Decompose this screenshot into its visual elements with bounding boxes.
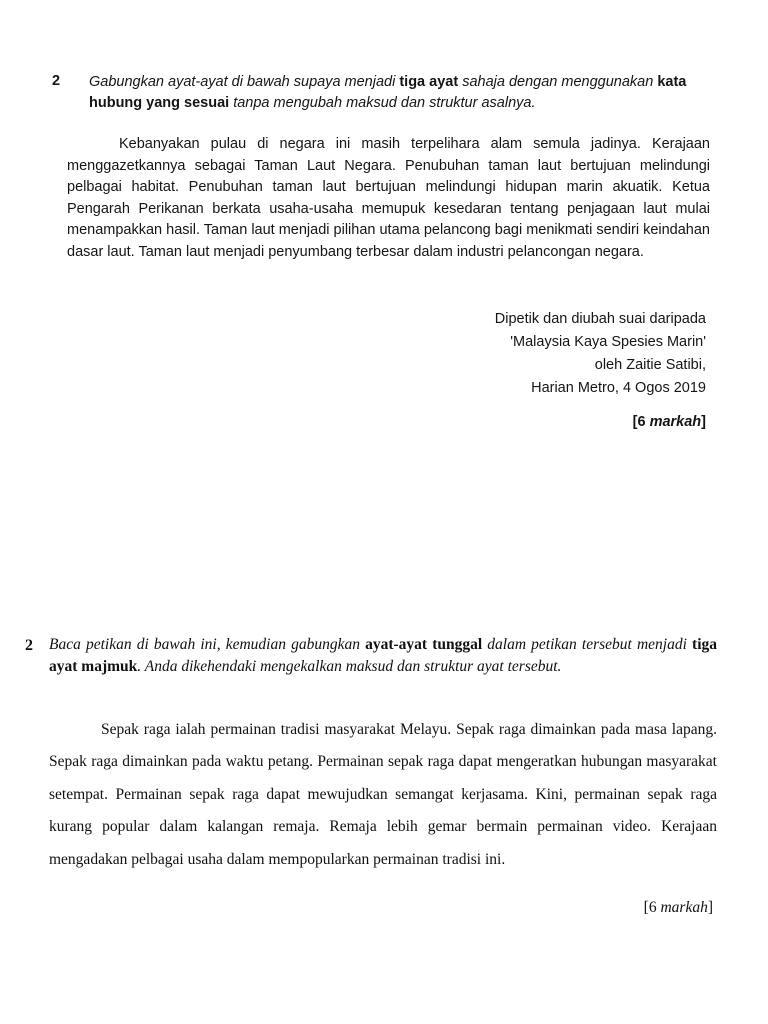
question-1-instruction <box>89 72 729 114</box>
instruction-text: . Anda dikehendaki mengekalkan maksud dan struktur ayat tersebut. <box>137 658 562 675</box>
instruction-text: Gabungkan ayat-ayat di bawah supaya menjadi <box>89 74 400 90</box>
question-2-marks: [6 markah] <box>643 899 713 916</box>
instruction-emphasis: ayat-ayat tunggal <box>365 636 483 653</box>
source-line: Dipetik dan diubah suai daripada <box>494 311 706 327</box>
question-1-marks: [6 markah] <box>632 414 706 430</box>
source-line: oleh Zaitie Satibi, <box>594 357 706 373</box>
source-line: Harian Metro, 4 Ogos 2019 <box>531 380 706 396</box>
question-2-number: 2 <box>25 637 33 654</box>
question-1-passage: Kebanyakan pulau di negara ini masih terpelihara alam semula jadinya. Kerajaan menggazetkannya sebagai Taman Laut Negara. Penubuhan taman laut bertujuan melindungi pelbagai habitat. Penubuhan taman laut bertujuan melindungi hidupan marin akuatik. Ketua Pengarah Perikanan berkata usaha-usaha memupuk kesedaran tentang penjagaan laut mulai menampakkan hasil. Taman laut menjadi pilihan utama pelancong bagi menikmati sendiri keindahan dasar laut. Taman laut menjadi penyumbang terbesar dalam industri pelancongan negara. <box>67 136 710 260</box>
instruction-text: Baca petikan di bawah ini, kemudian gabungkan <box>49 636 366 653</box>
instruction-text: tanpa mengubah maksud dan struktur asalnya. <box>229 95 536 111</box>
question-2-instruction <box>49 634 717 678</box>
question-2-passage: Sepak raga ialah permainan tradisi masyarakat Melayu. Sepak raga dimainkan pada masa lapang. Sepak raga dimainkan pada waktu petang. Permainan sepak raga dapat mengeratkan hubungan masyarakat setempat. Permainan sepak raga dapat mewujudkan semangat kerjasama. Kini, permainan sepak raga kurang popular dalam kalangan remaja. Remaja lebih gemar bermain permainan video. Kerajaan mengadakan pelbagai usaha dalam mempopularkan permainan tradisi ini. <box>49 721 717 868</box>
source-line: 'Malaysia Kaya Spesies Marin' <box>510 334 706 350</box>
instruction-emphasis: tiga ayat majmuk <box>49 636 717 675</box>
instruction-text: sahaja dengan menggunakan <box>458 74 658 90</box>
instruction-emphasis: kata hubung yang sesuai <box>89 74 687 111</box>
source-citation <box>495 308 706 400</box>
question-1-number: 2 <box>52 73 61 89</box>
instruction-emphasis: tiga ayat <box>399 74 459 90</box>
instruction-text: dalam petikan tersebut menjadi <box>482 636 693 653</box>
